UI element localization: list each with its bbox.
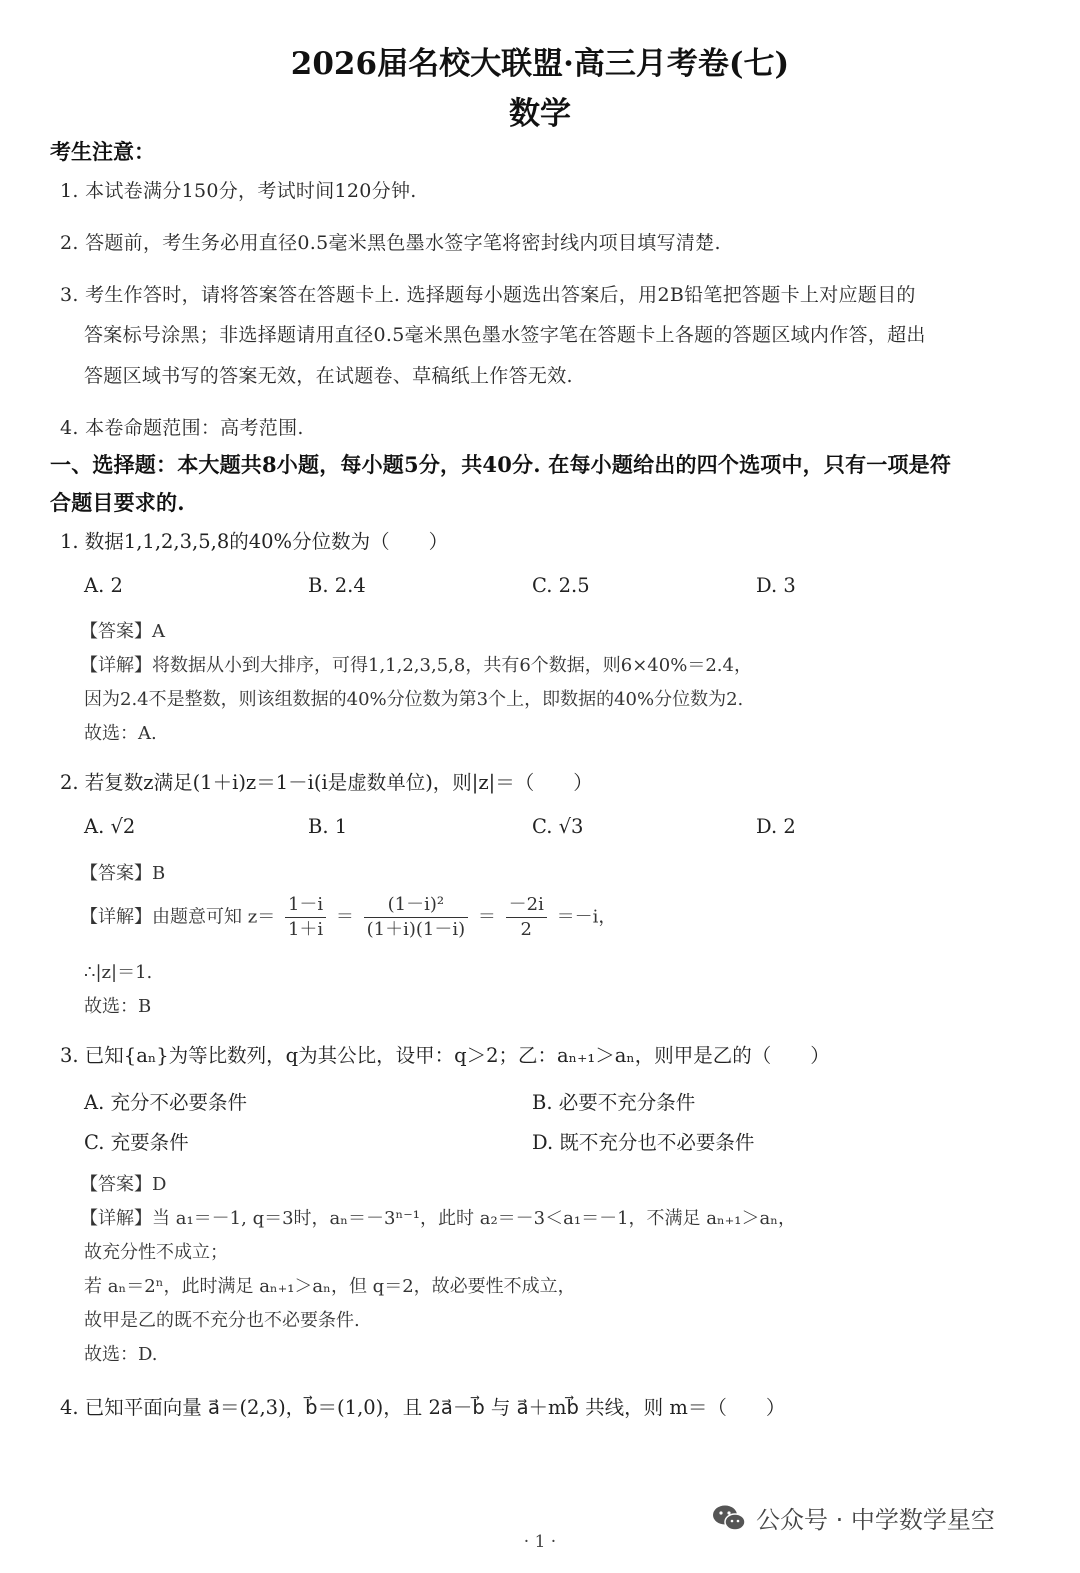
q2-stem: 2. 若复数z满足(1＋i)z＝1－i(i是虚数单位)，则|z|＝（ ） [60,771,593,794]
q2-detail [80,893,616,942]
q2-equals-1: ＝ [335,906,354,928]
notice-item-4: 4. 本卷命题范围：高考范围. [60,417,304,439]
q2-fraction-1 [285,893,326,942]
q3-stem: 3. 已知{aₙ}为等比数列，q为其公比，设甲：q＞2；乙：aₙ₊₁＞aₙ，则甲是乙的（ ） [60,1044,830,1067]
exam-subject: 数学 [509,96,571,132]
q3-detail-4: 故甲是乙的既不充分也不必要条件. [84,1310,360,1331]
q2-fraction-2 [364,893,469,942]
q2-equals-2: ＝ [477,906,496,928]
exam-title: 2026届名校大联盟·高三月考卷(七) [290,46,790,82]
q2-fraction-3-num: －2i [506,893,547,918]
notice-item-3: 3. 考生作答时，请将答案答在答题卡上. 选择题每小题选出答案后，用2B铅笔把答题卡上对应题目的 [60,284,916,306]
q1-option-a: A. 2 [84,574,123,597]
q3-answer: 【答案】D [80,1174,167,1195]
q2-fraction-1-den: 1＋i [287,919,324,940]
q4-stem: 4. 已知平面向量 a⃗＝(2,3)，b⃗＝(1,0)，且 2a⃗－b⃗ 与 a⃗＋mb⃗ 共线，则 m＝（ ） [60,1396,786,1419]
q1-choose: 故选：A. [84,723,157,744]
q2-detail-suffix: ＝－i， [556,906,617,928]
q2-fraction-2-num: (1－i)² [364,893,469,918]
q2-option-a: A. √2 [84,815,136,838]
q1-option-c: C. 2.5 [532,574,590,597]
q2-fraction-3 [506,893,547,942]
q2-detail-prefix: 【详解】由题意可知 z＝ [80,906,276,928]
section-heading-cont: 合题目要求的. [50,490,185,515]
page-number: · 1 · [523,1532,557,1552]
q2-option-c: C. √3 [532,815,584,838]
notice-item-3-cont-1: 答案标号涂黑；非选择题请用直径0.5毫米黑色墨水签字笔在答题卡上各题的答题区域内作答，超出 [84,324,926,346]
wechat-icon [712,1504,746,1532]
q1-option-d: D. 3 [756,574,796,597]
q1-answer: 【答案】A [80,621,165,642]
q2-answer: 【答案】B [80,863,166,884]
section-heading: 一、选择题：本大题共8小题，每小题5分，共40分. 在每小题给出的四个选项中，只有一项是符 [50,452,952,477]
q2-option-b: B. 1 [308,815,348,838]
q2-fraction-2-den: (1＋i)(1－i) [366,919,466,940]
q1-detail-1: 【详解】将数据从小到大排序，可得1,1,2,3,5,8，共有6个数据，则6×40%＝2.4， [80,655,752,676]
q2-fraction-1-num: 1－i [285,893,326,918]
q2-option-d: D. 2 [756,815,796,838]
q1-detail-2: 因为2.4不是整数，则该组数据的40%分位数为第3个上，即数据的40%分位数为2. [84,689,744,710]
q3-option-d: D. 既不充分也不必要条件 [532,1131,755,1154]
q3-option-c: C. 充要条件 [84,1131,189,1154]
q3-detail-2: 故充分性不成立； [84,1242,228,1263]
q2-conclusion: ∴|z|＝1. [84,962,153,983]
q3-detail-1: 【详解】当 a₁＝－1, q＝3时，aₙ＝－3ⁿ⁻¹，此时 a₂＝－3＜a₁＝－1，不满足 aₙ₊₁＞aₙ， [80,1208,797,1229]
notice-item-3-cont-2: 答题区域书写的答案无效，在试题卷、草稿纸上作答无效. [84,365,573,387]
q3-option-a: A. 充分不必要条件 [84,1091,247,1114]
q2-fraction-3-den: 2 [520,919,532,940]
watermark [712,1500,995,1535]
q1-stem: 1. 数据1,1,2,3,5,8的40%分位数为（ ） [60,530,449,553]
q3-detail-3: 若 aₙ＝2ⁿ，此时满足 aₙ₊₁＞aₙ，但 q＝2，故必要性不成立， [84,1276,576,1297]
q3-option-b: B. 必要不充分条件 [532,1091,696,1114]
q2-choose: 故选：B [84,996,152,1017]
notice-item-1: 1. 本试卷满分150分，考试时间120分钟. [60,180,417,202]
q1-option-b: B. 2.4 [308,574,366,597]
notice-item-2: 2. 答题前，考生务必用直径0.5毫米黑色墨水签字笔将密封线内项目填写清楚. [60,232,721,254]
q3-choose: 故选：D. [84,1344,158,1365]
watermark-text: 公众号 · 中学数学星空 [756,1506,995,1534]
notice-heading: 考生注意： [50,139,155,164]
